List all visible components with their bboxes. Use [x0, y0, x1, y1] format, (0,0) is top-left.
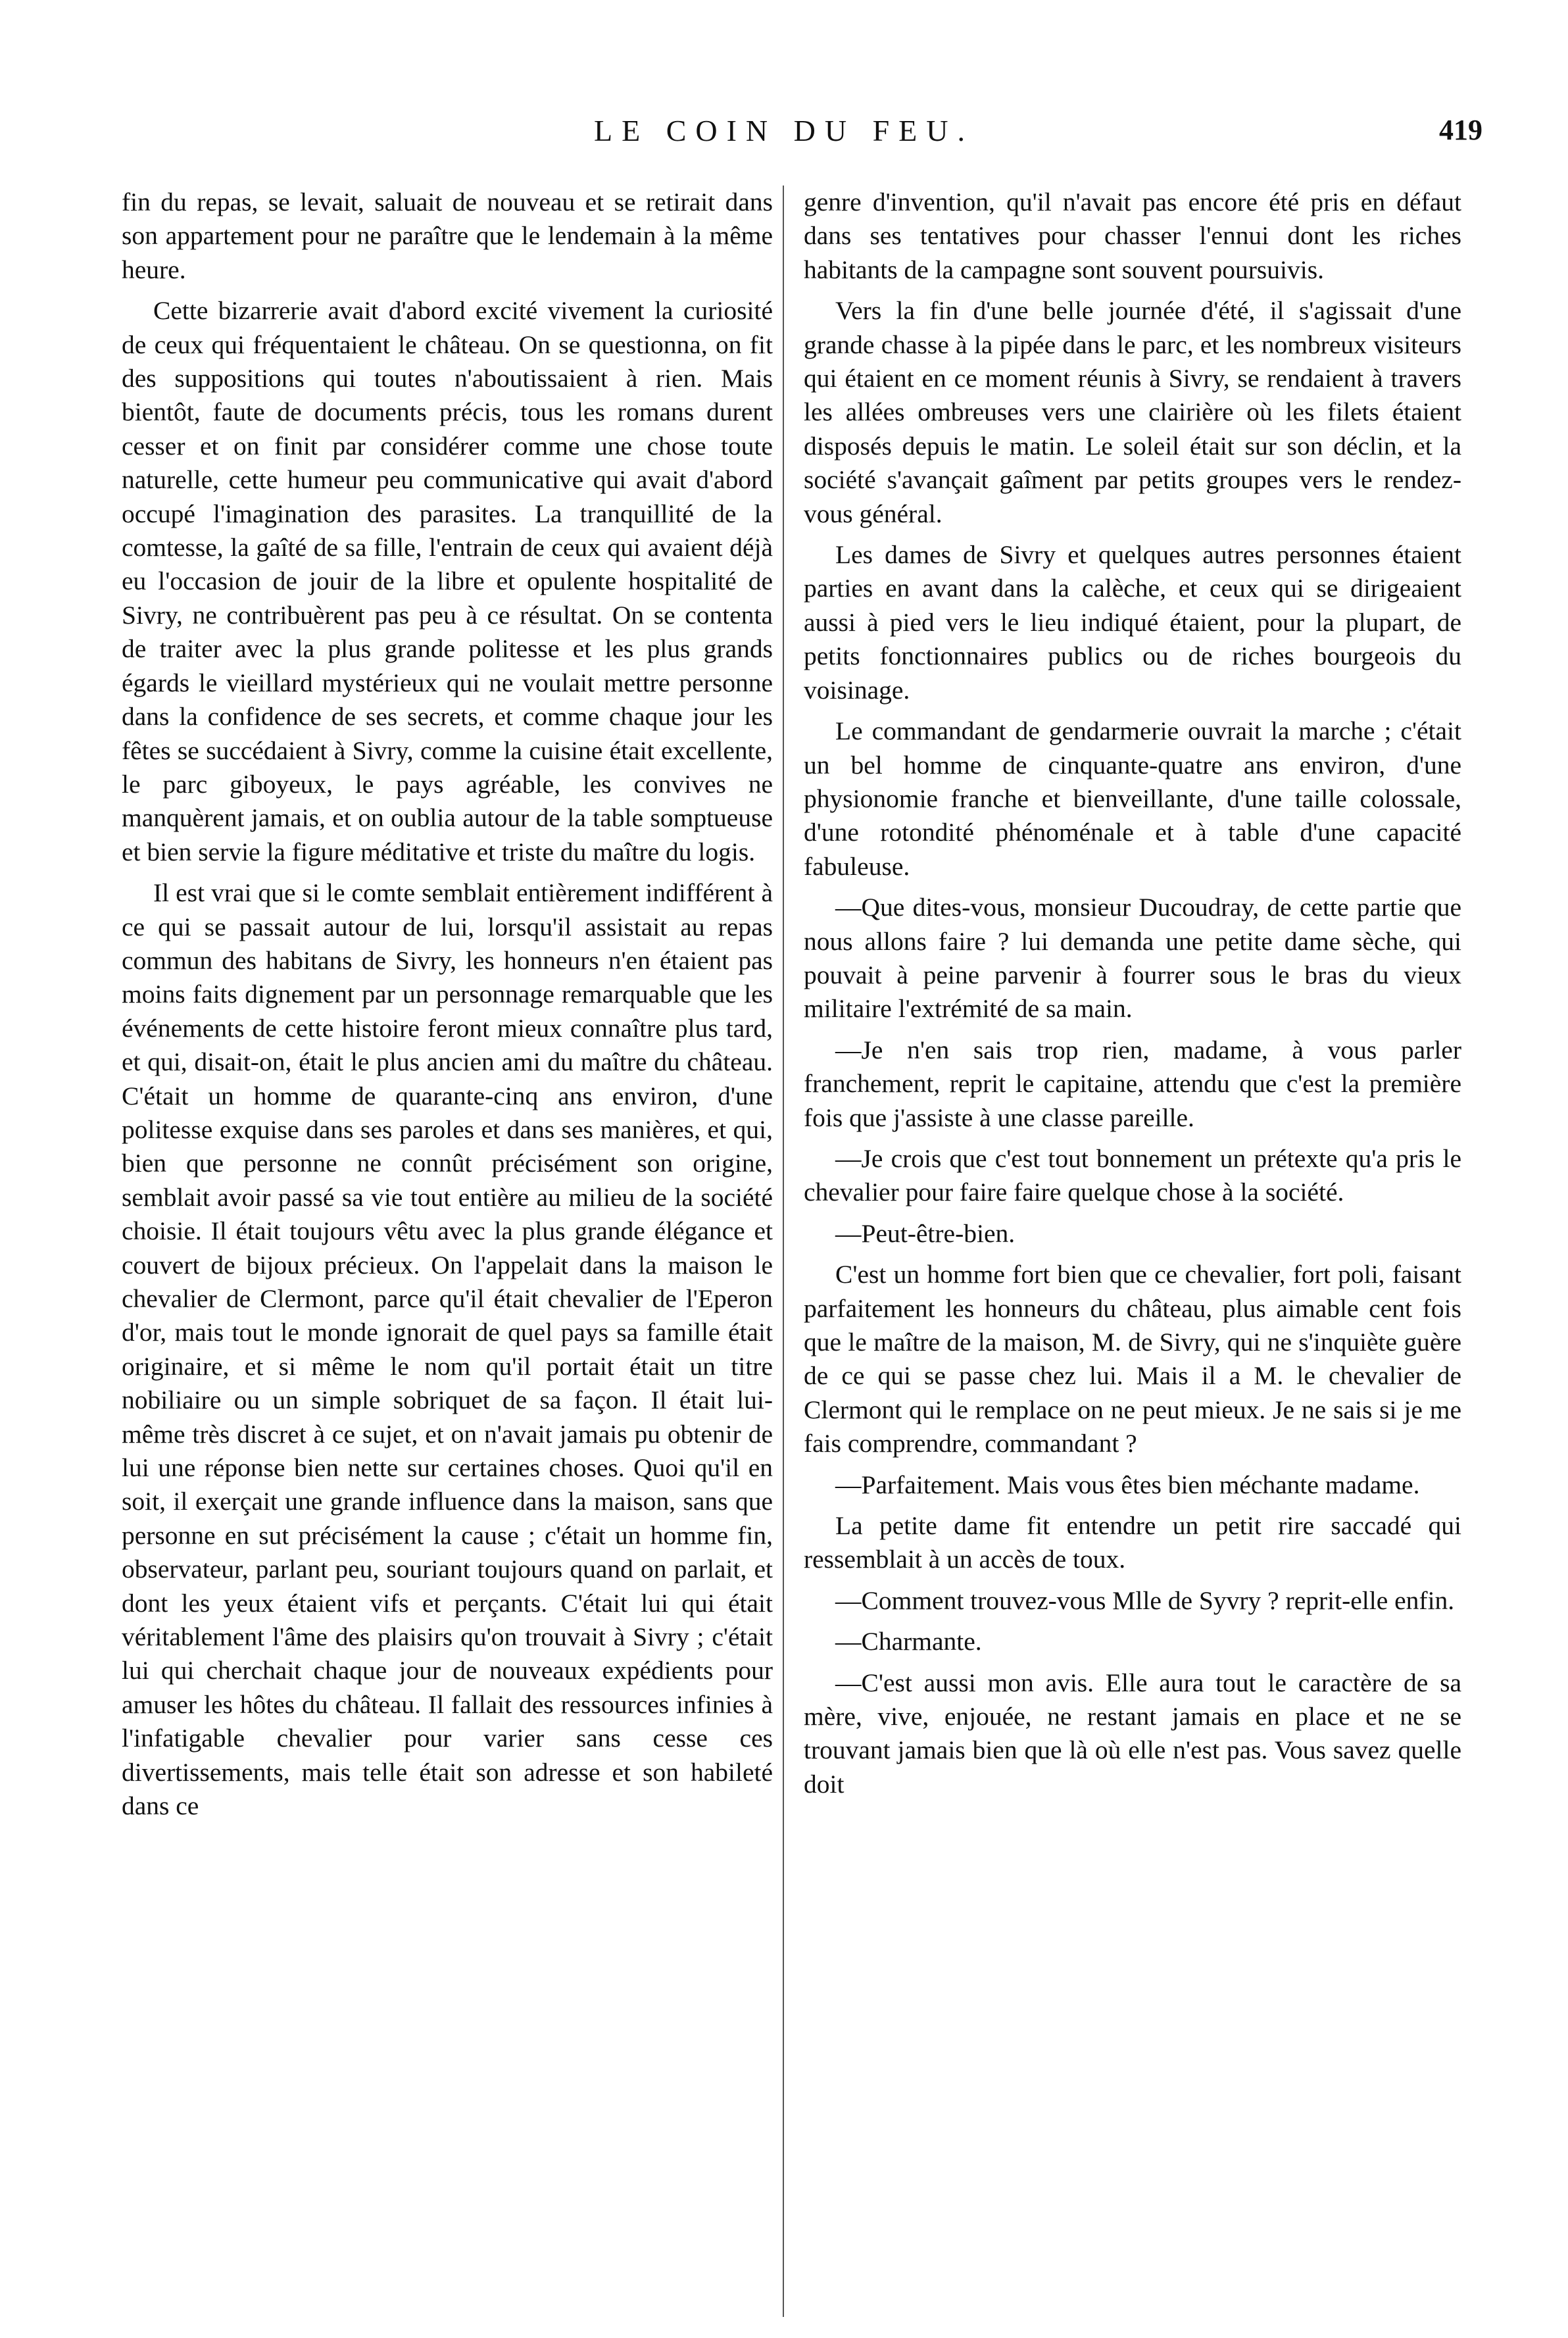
paragraph: —Parfaitement. Mais vous êtes bien méchante madame. [835, 1470, 1420, 1499]
paragraph: —Que dites-vous, monsieur Ducoudray, de cette partie que nous allons faire ? lui demanda une petite dame sèche, qui pouvait à peine parvenir à fourrer sous le bras du vieux militaire l'extrémité de sa main. [804, 893, 1461, 1024]
page-number: 419 [1439, 114, 1482, 146]
paragraph: Le commandant de gendarmerie ouvrait la marche ; c'était un bel homme de cinquante-quatre ans environ, d'une physionomie franche et bienveillante, d'une taille colossale, d'une rotondité phénoménale et à table d'une capacité fabuleuse. [804, 716, 1461, 881]
paragraph: C'est un homme fort bien que ce chevalier, fort poli, faisant parfaitement les honneurs du château, plus aimable cent fois que le maître de la maison, M. de Sivry, qui ne s'inquiète guère de ce qui se passe chez lui. Mais il a M. le chevalier de Clermont qui le remplace on ne peut mieux. Je ne sais si je me fais comprendre, commandant ? [804, 1260, 1461, 1458]
column-divider [783, 186, 784, 2317]
paragraph: —C'est aussi mon avis. Elle aura tout le caractère de sa mère, vive, enjouée, ne restant jamais en place et ne se trouvant jamais bien que là où elle n'est pas. Vous savez quelle doit [804, 1668, 1461, 1799]
right-column [804, 186, 1461, 1808]
paragraph: Cette bizarrerie avait d'abord excité vivement la curiosité de ceux qui fréquentaient le château. On se questionna, on fit des suppositions qui toutes n'aboutissaient à rien. Mais bientôt, faute de documents précis, tous les romans durent cesser et on finit par considérer comme une chose toute naturelle, cette humeur peu communicative qui avait d'abord occupé l'imagination des parasites. La tranquillité de la comtesse, la gaîté de sa fille, l'entrain de ceux qui avaient déjà eu l'occasion de jouir de la libre et opulente hospitalité de Sivry, ne contribuèrent pas peu à ce résultat. On se contenta de traiter avec la plus grande politesse et les plus grands égards le vieillard mystérieux qui ne voulait mettre personne dans la confidence de ses secrets, et comme chaque jour les fêtes se succédaient à Sivry, comme la cuisine était excellente, le parc giboyeux, le pays agréable, les convives ne manquèrent jamais, et on oublia autour de la table somptueuse et bien servie la figure méditative et triste du maître du logis. [122, 296, 773, 866]
running-title: LE COIN DU FEU. [594, 114, 974, 147]
paragraph: La petite dame fit entendre un petit rire saccadé qui ressemblait à un accès de toux. [804, 1511, 1461, 1574]
paragraph: genre d'invention, qu'il n'avait pas encore été pris en défaut dans ses tentatives pour chasser l'ennui dont les riches habitants de la campagne sont souvent poursuivis. [804, 187, 1461, 284]
paragraph: —Charmante. [835, 1627, 982, 1656]
paragraph: —Je n'en sais trop rien, madame, à vous parler franchement, reprit le capitaine, attendu que c'est la première fois que j'assiste à une classe pareille. [804, 1035, 1461, 1132]
paragraph: Il est vrai que si le comte semblait entièrement indifférent à ce qui se passait autour de lui, lorsqu'il assistait au repas commun des habitans de Sivry, les honneurs n'en étaient pas moins faits dignement par un personnage remarquable que les événements de cette histoire feront mieux connaître plus tard, et qui, disait-on, était le plus ancien ami du maître du château. C'était un homme de quarante-cinq ans environ, d'une politesse exquise dans ses paroles et dans ses manières, et qui, bien que personne ne connût précisément son origine, semblait avoir passé sa vie tout entière au milieu de la société choisie. Il était toujours vêtu avec la plus grande élégance et couvert de bijoux précieux. On l'appelait dans la maison le chevalier de Clermont, parce qu'il était chevalier de l'Eperon d'or, mais tout le monde ignorait de quel pays sa famille était originaire, et si même le nom qu'il portait était un titre nobiliaire ou un simple sobriquet de sa façon. Il était lui-même très discret à ce sujet, et on n'avait jamais pu obtenir de lui une réponse bien nette sur certaines choses. Quoi qu'il en soit, il exerçait une grande influence dans la maison, sans que personne en sut précisément la cause ; c'était un homme fin, observateur, parlant peu, souriant toujours quand on parlait, et dont les yeux étaient vifs et perçants. C'était lui qui était véritablement l'âme des plaisirs qu'on trouvait à Sivry ; c'était lui qui cherchait chaque jour de nouveaux expédients pour amuser les hôtes du château. Il fallait des ressources infinies à l'infatigable chevalier pour varier sans cesse ces divertissements, mais telle était son adresse et son habileté dans ce [122, 878, 773, 1821]
left-column [122, 186, 773, 1831]
paragraph: Les dames de Sivry et quelques autres personnes étaient parties en avant dans la calèche, et ceux qui se dirigeaient aussi à pied vers le lieu indiqué étaient, pour la plupart, de petits fonctionnaires publics ou de riches bourgeois du voisinage. [804, 540, 1461, 705]
paragraph: —Comment trouvez-vous Mlle de Syvry ? reprit-elle enfin. [835, 1585, 1455, 1615]
paragraph: —Je crois que c'est tout bonnement un prétexte qu'a pris le chevalier pour faire faire quelque chose à la société. [804, 1143, 1461, 1207]
paragraph: —Peut-être-bien. [835, 1218, 1016, 1248]
paragraph: Vers la fin d'une belle journée d'été, il s'agissait d'une grande chasse à la pipée dans le parc, et les nombreux visiteurs qui étaient en ce moment réunis à Sivry, se rendaient à travers les allées ombreuses vers une clairière où les filets étaient disposés depuis le matin. Le soleil était sur son déclin, et la société s'avançait gaîment par petits groupes vers le rendez-vous général. [804, 296, 1461, 528]
paragraph: fin du repas, se levait, saluait de nouveau et se retirait dans son appartement pour ne paraître que le lendemain à la même heure. [122, 187, 773, 284]
page-header [0, 113, 1568, 166]
